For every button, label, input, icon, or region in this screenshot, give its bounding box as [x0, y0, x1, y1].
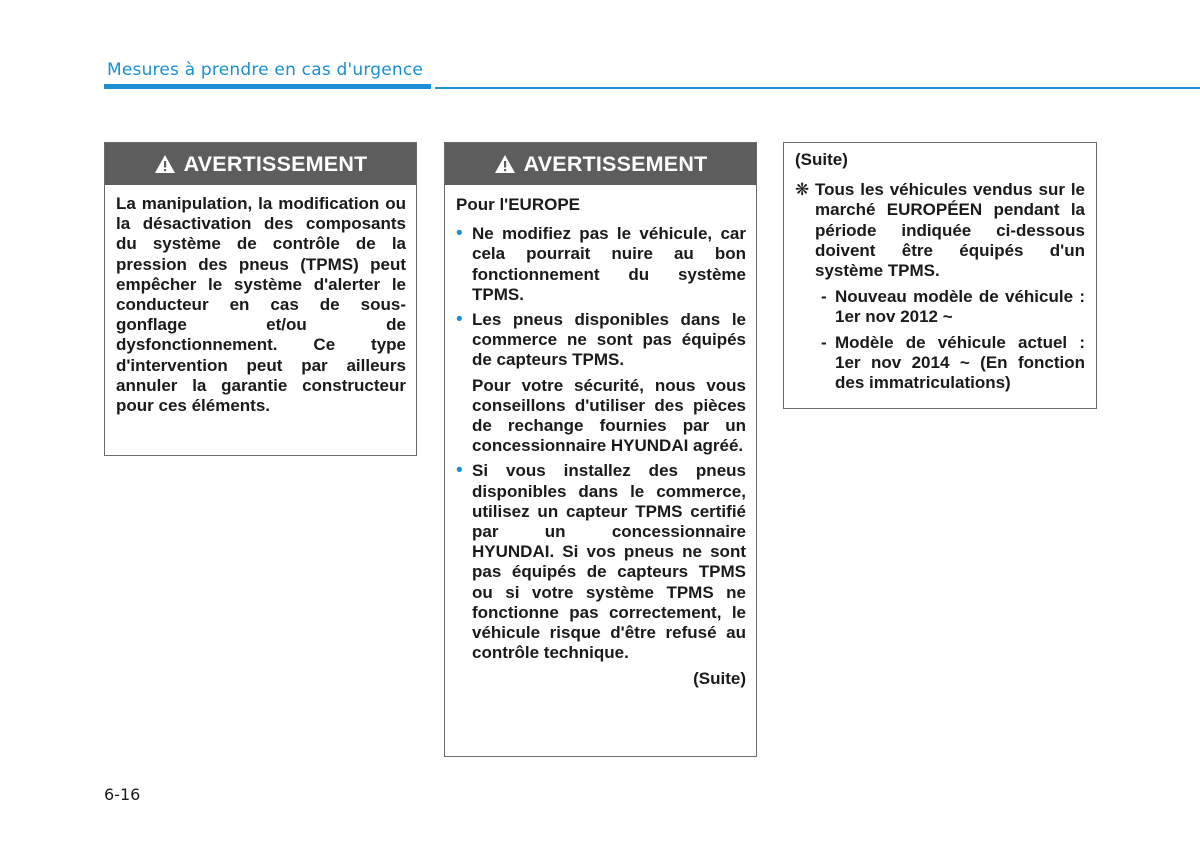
date-item-text: Nouveau modèle de véhicule : 1er nov 2012 ~ — [835, 287, 1085, 327]
bullet-text: Si vous installez des pneus disponibles dans le commerce, utilisez un capteur TPMS certifié par un concessionnaire HYUNDAI. Si vos pneus ne sont pas équipés de capteurs TPMS ou si votre système TPMS ne fonctionne pas correctement, le véhicule risque d'être refusé au contrôle technique. — [472, 461, 746, 663]
dash-mark: - — [821, 332, 827, 352]
page-number: 6-16 — [104, 785, 141, 804]
warning-box-tpms-tampering — [104, 142, 417, 456]
warning-header — [105, 143, 416, 185]
region-intro: Pour l'EUROPE — [456, 195, 581, 214]
header-rule-thin — [435, 87, 1200, 89]
header-rule-thick — [104, 84, 431, 89]
bullet-text: Ne modifiez pas le véhicule, car cela pourrait nuire au bon fonctionnement du système TPMS. — [472, 224, 746, 304]
date-item — [821, 287, 1085, 327]
warning-header — [445, 143, 756, 185]
note-item — [795, 180, 1085, 281]
bullet-followup-text: Pour votre sécurité, nous vous conseillons d'utiliser des pièces de rechange fournies par un concessionnaire HYUNDAI agréé. — [472, 375, 746, 456]
warning-heading: AVERTISSEMENT — [183, 151, 368, 176]
continued-label: (Suite) — [693, 669, 746, 689]
bullet-dot-icon: • — [456, 223, 463, 245]
warning-box-europe — [444, 142, 757, 757]
warning-heading: AVERTISSEMENT — [523, 151, 708, 176]
bullet-text: Les pneus disponibles dans le commerce ne sont pas équipés de capteurs TPMS. — [472, 310, 746, 370]
bullet-dot-icon: • — [456, 460, 463, 482]
warning-triangle-icon — [494, 154, 516, 174]
section-title: Mesures à prendre en cas d'urgence — [107, 60, 424, 80]
bullet-item — [456, 224, 746, 305]
note-text: Tous les véhicules vendus sur le marché EUROPÉEN pendant la période indiquée ci-dessous doivent être équipés d'un système TPMS. — [815, 180, 1085, 281]
warning-text: La manipulation, la modification ou la désactivation des composants du système de contrôle de la pression des pneus (TPMS) peut empêcher le système d'alerter le conducteur en cas de sous-gonflage et/ou de dysfonctionnement. Ce type d'intervention peut par ailleurs annuler la garantie constructeur pour ces éléments. — [116, 194, 406, 416]
asterisk-mark-icon: ❋ — [795, 180, 810, 200]
dash-mark: - — [821, 287, 827, 307]
continued-label: (Suite) — [795, 150, 848, 169]
date-item-text: Modèle de véhicule actuel : 1er nov 2014 ~ (En fonction des immatriculations) — [835, 332, 1085, 393]
warning-triangle-icon — [154, 154, 176, 174]
date-item — [821, 333, 1085, 394]
bullet-dot-icon: • — [456, 309, 463, 331]
bullet-item — [456, 461, 746, 663]
continuation-box — [783, 142, 1097, 409]
bullet-item — [456, 310, 746, 371]
